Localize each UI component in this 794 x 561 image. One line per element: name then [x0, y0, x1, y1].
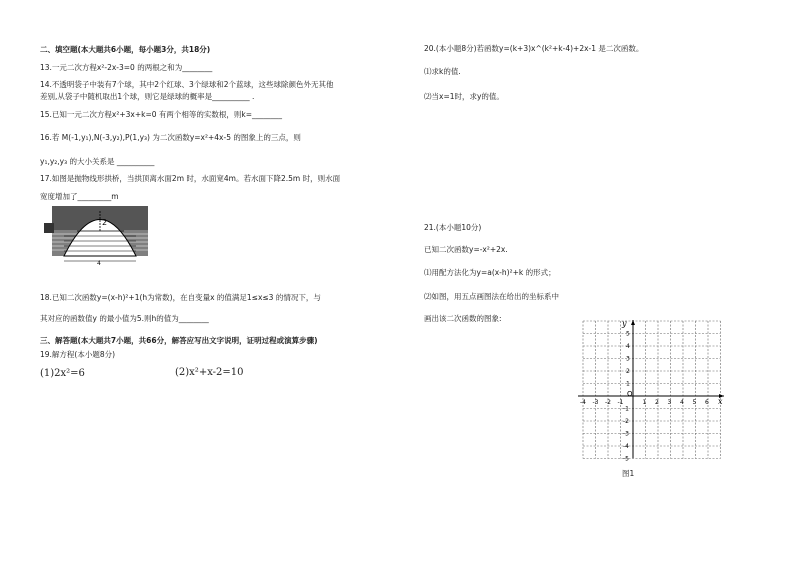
question-20-part-1: ⑴求k的值.: [424, 67, 461, 76]
question-15: 15.已知一元二次方程x²+3x+k=0 有两个相等的实数根，则k=________: [40, 110, 283, 119]
question-18-line-1: 18.已知二次函数y=(x-h)²+1(h为常数)，在自变量x 的值满足1≤x≤3 的情况下，与: [40, 293, 321, 302]
x-tick-label: 3: [667, 399, 672, 406]
question-21-intro: 已知二次函数y=-x²+2x.: [424, 245, 508, 254]
x-tick-label: -1: [617, 399, 624, 406]
section-2-title: 二、填空题(本大题共6小题，每小题3分，共18分): [40, 45, 211, 54]
section-3-title: 三、解答题(本大题共7小题，共66分，解答应写出文字说明，证明过程或演算步骤): [40, 336, 318, 345]
x-tick-label: 6: [705, 399, 709, 406]
y-tick-label: -5: [623, 455, 629, 463]
water-width-label: 4: [97, 260, 101, 265]
y-axis-label: y: [622, 319, 627, 328]
x-axis-label: x: [718, 397, 723, 406]
question-19-part-1: (1)2x²=6: [40, 368, 85, 379]
x-tick-label: 1: [642, 399, 647, 406]
question-13: 13.一元二次方程x²-2x-3=0 的两根之和为________: [40, 63, 213, 72]
y-tick-label: -1: [623, 405, 629, 413]
question-19-part-2: (2)x²+x-2=10: [175, 367, 244, 378]
question-14-line-2: 差别,从袋子中随机取出1个球，则它是绿球的概率是__________ .: [40, 92, 255, 101]
y-tick-label: 5: [626, 330, 630, 338]
question-17-line-2: 宽度增加了_________m: [40, 192, 119, 201]
question-21-part-2: ⑵如图，用五点画图法在给出的坐标系中: [424, 292, 559, 301]
y-tick-label: -4: [623, 443, 629, 450]
x-tick-label: 5: [692, 399, 697, 406]
x-tick-label: -2: [605, 399, 611, 406]
arch-bridge-figure: [44, 203, 156, 265]
question-21: 21.(本小题10分): [424, 223, 482, 232]
question-20-part-2: ⑵当x=1时，求y的值。: [424, 92, 504, 101]
y-tick-label: 1: [626, 380, 630, 388]
question-16-line-2: y₁,y₂,y₃ 的大小关系是 __________: [40, 157, 155, 166]
x-tick-label: -4: [580, 399, 586, 406]
graph-caption: 图1: [622, 469, 635, 478]
question-20: 20.(本小题8分)若函数y=(k+3)x^(k²+k-4)+2x-1 是二次函数。: [424, 44, 644, 53]
x-tick-label: -3: [592, 399, 599, 406]
question-21-part-1: ⑴用配方法化为y=a(x-h)²+k 的形式；: [424, 268, 556, 277]
question-16-line-1: 16.若 M(-1,y₁),N(-3,y₂),P(1,y₃) 为二次函数y=x²+4x-5 的图象上的三点，则: [40, 133, 301, 142]
y-tick-label: 3: [626, 355, 630, 363]
y-tick-label: -3: [623, 430, 629, 438]
y-tick-label: 2: [626, 368, 630, 375]
x-tick-label: 4: [680, 399, 684, 406]
arch-height-label: 2: [102, 218, 108, 227]
origin-label: O: [627, 390, 633, 398]
question-19: 19.解方程(本小题8分): [40, 350, 116, 359]
question-17-line-1: 17.如图是抛物线形拱桥，当拱顶离水面2m 时，水面宽4m。若水面下降2.5m 时，则水面: [40, 174, 341, 183]
coordinate-grid: [576, 318, 728, 468]
x-tick-label: 2: [655, 399, 659, 406]
y-tick-label: -2: [623, 418, 629, 425]
question-14-line-1: 14.不透明袋子中装有7个球，其中2个红球、3个绿球和2个蓝球，这些球除颜色外无其他: [40, 80, 334, 89]
question-21-part-3: 画出该二次函数的图象:: [424, 314, 502, 323]
y-tick-label: 4: [626, 343, 630, 350]
question-18-line-2: 其对应的函数值y 的最小值为5.则h的值为________: [40, 314, 209, 323]
